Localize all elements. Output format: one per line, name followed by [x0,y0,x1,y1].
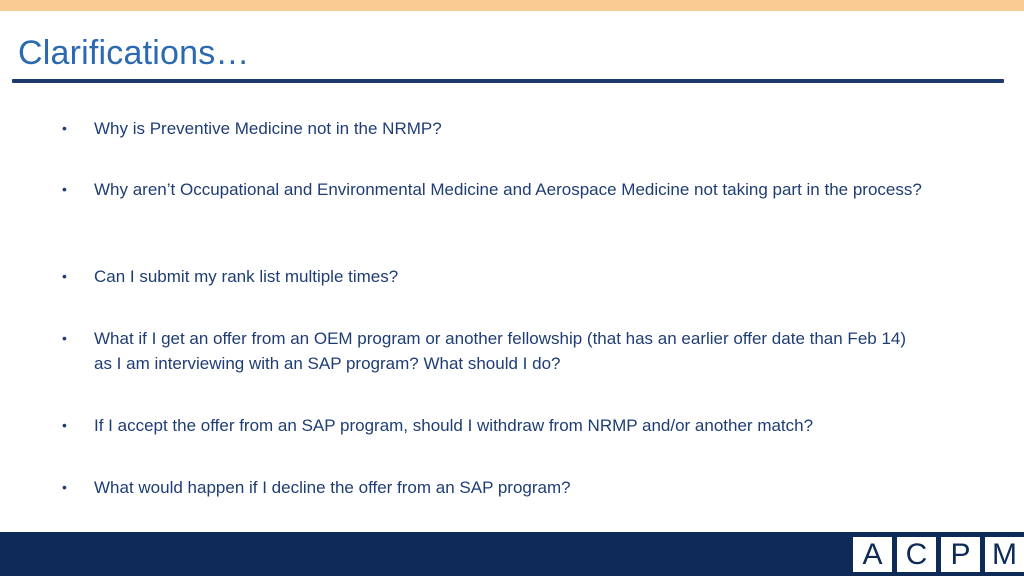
bullet-dot-icon: • [62,268,67,284]
bullet-item [62,326,922,376]
bullet-item [62,116,922,141]
bullet-text: What would happen if I decline the offer from an SAP program? [94,478,571,497]
bullet-dot-icon: • [62,181,67,197]
bullet-dot-icon: • [62,479,67,495]
logo-letter: M [984,536,1024,573]
bullet-text: Why is Preventive Medicine not in the NRMP? [94,119,442,138]
bullet-text: Why aren’t Occupational and Environmental Medicine and Aerospace Medicine not taking part in the process? [94,180,922,199]
bullet-item [62,264,922,289]
bullet-dot-icon: • [62,330,67,346]
slide-title: Clarifications… [18,34,250,72]
bullet-item [62,475,922,500]
bullet-text: What if I get an offer from an OEM program or another fellowship (that has an earlier offer date than Feb 14) as I am interviewing with an SAP program? What should I do? [94,329,907,373]
bullet-text: Can I submit my rank list multiple times? [94,267,399,286]
bullet-text: If I accept the offer from an SAP program, should I withdraw from NRMP and/or another match? [94,416,814,435]
acpm-logo [852,536,1024,573]
bullet-item [62,177,922,202]
bullet-dot-icon: • [62,417,67,433]
bullet-item [62,413,922,438]
bullet-dot-icon: • [62,120,67,136]
logo-letter: C [896,536,937,573]
logo-letter: A [852,536,893,573]
logo-letter: P [940,536,981,573]
